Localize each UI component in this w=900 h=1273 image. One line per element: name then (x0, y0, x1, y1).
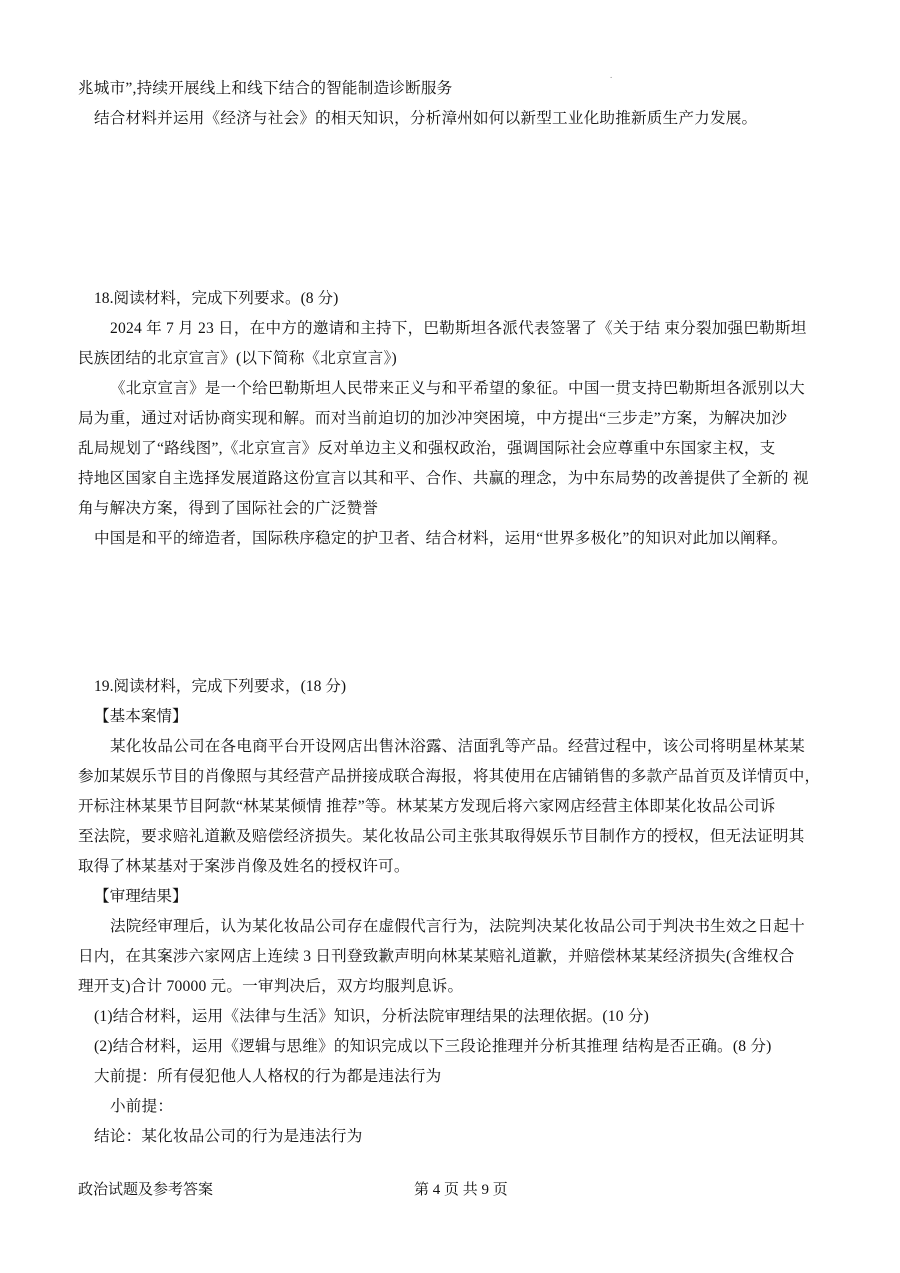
footer-document-title: 政治试题及参考答案 (78, 1182, 214, 1198)
answer-space-question-17 (78, 134, 826, 284)
q19-verdict-line3: 理开支)合计 70000 元。一审判决后，双方均服判息诉。 (78, 978, 464, 995)
q19-verdict-line2: 日内，在其案涉六家网店上连续 3 日刊登致歉声明向林某某赔礼道歉，并赔偿林某某经济损失(含维权合 (78, 948, 795, 965)
q19-case-line5: 取得了林某基对于案涉肖像及姓名的授权许可。 (78, 858, 410, 875)
q18-paragraph1-line2: 民族团结的北京宣言》(以下简称《北京宣言》) (78, 350, 397, 367)
q18-paragraph2-line5: 角与解决方案，得到了国际社会的广泛赞誉 (78, 500, 379, 517)
continued-paragraph-line-1: 兆城市”,持续开展线上和线下结合的智能制造诊断服务 (78, 80, 453, 97)
q18-paragraph2-line4: 持地区国家自主选择发展道路这份宣言以其和平、合作、共赢的理念，为中东局势的改善提供了全新的 视 (78, 470, 809, 487)
q19-sub-question-2: (2)结合材料，运用《逻辑与思维》的知识完成以下三段论推理并分析其推理 结构是否正确。(8 分) (94, 1038, 772, 1055)
q18-paragraph2-line1: 《北京宣言》是一个给巴勒斯坦人民带来正义与和平希望的象征。中国一贯支持巴勒斯坦各派别以大 (110, 380, 805, 397)
q19-case-line4: 至法院，要求赔礼道歉及赔偿经济损失。某化妆品公司主张其取得娱乐节目制作方的授权，但无法证明其 (78, 828, 805, 845)
page-footer (78, 1178, 826, 1202)
q19-case-line2: 参加某娱乐节目的肖像照与其经营产品拼接成联合海报，将其使用在店铺销售的多款产品首页及详情页中， (78, 768, 821, 785)
answer-space-question-18 (78, 554, 826, 672)
page-content (78, 74, 826, 1152)
continued-question-prompt: 结合材料并运用《经济与社会》的相天知识，分析漳州如何以新型工业化助推新质生产力发展。 (94, 110, 758, 127)
q19-case-line3: 开标注林某果节目阿款“林某某倾情 推荐”等。林某某方发现后将六家网店经营主体即某化妆品公司诉 (78, 798, 776, 815)
q19-verdict-line1: 法院经审理后，认为某化妆品公司存在虚假代言行为，法院判决某化妆品公司于判决书生效之日起十 (110, 918, 805, 935)
q18-paragraph2-line2: 局为重，通过对话协商实现和解。而对当前迫切的加沙冲突困境，中方提出“三步走”方案，为解决加沙 (78, 410, 788, 427)
footer-page-number: 第 4 页 共 9 页 (414, 1182, 508, 1198)
q18-paragraph2-line3: 乱局规划了“路线图”,《北京宣言》反对单边主义和强权政治，强调国际社会应尊重中东国家主权，支 (78, 440, 776, 457)
stray-mark: . (610, 70, 613, 80)
q18-question-prompt: 中国是和平的缔造者，国际秩序稳定的护卫者、结合材料，运用“世界多极化”的知识对此加以阐释。 (94, 530, 788, 547)
q19-conclusion: 结论：某化妆品公司的行为是违法行为 (94, 1128, 363, 1145)
question-18-heading: 18.阅读材料，完成下列要求。(8 分) (94, 290, 339, 307)
q19-basic-case-label: 【基本案情】 (94, 708, 188, 725)
q19-verdict-label: 【审理结果】 (94, 888, 188, 905)
q19-case-line1: 某化妆品公司在各电商平台开设网店出售沐浴露、洁面乳等产品。经营过程中，该公司将明星林某某 (110, 738, 805, 755)
q19-minor-premise: 小前提： (110, 1098, 174, 1115)
q19-sub-question-1: (1)结合材料，运用《法律与生活》知识，分析法院审理结果的法理依据。(10 分) (94, 1008, 650, 1025)
question-19-heading: 19.阅读材料，完成下列要求，(18 分) (94, 678, 347, 695)
q19-major-premise: 大前提：所有侵犯他人人格权的行为都是违法行为 (94, 1068, 442, 1085)
q18-paragraph1-line1: 2024 年 7 月 23 日，在中方的邀请和主持下，巴勒斯坦各派代表签署了《关于结 束分裂加强巴勒斯坦 (110, 320, 807, 337)
